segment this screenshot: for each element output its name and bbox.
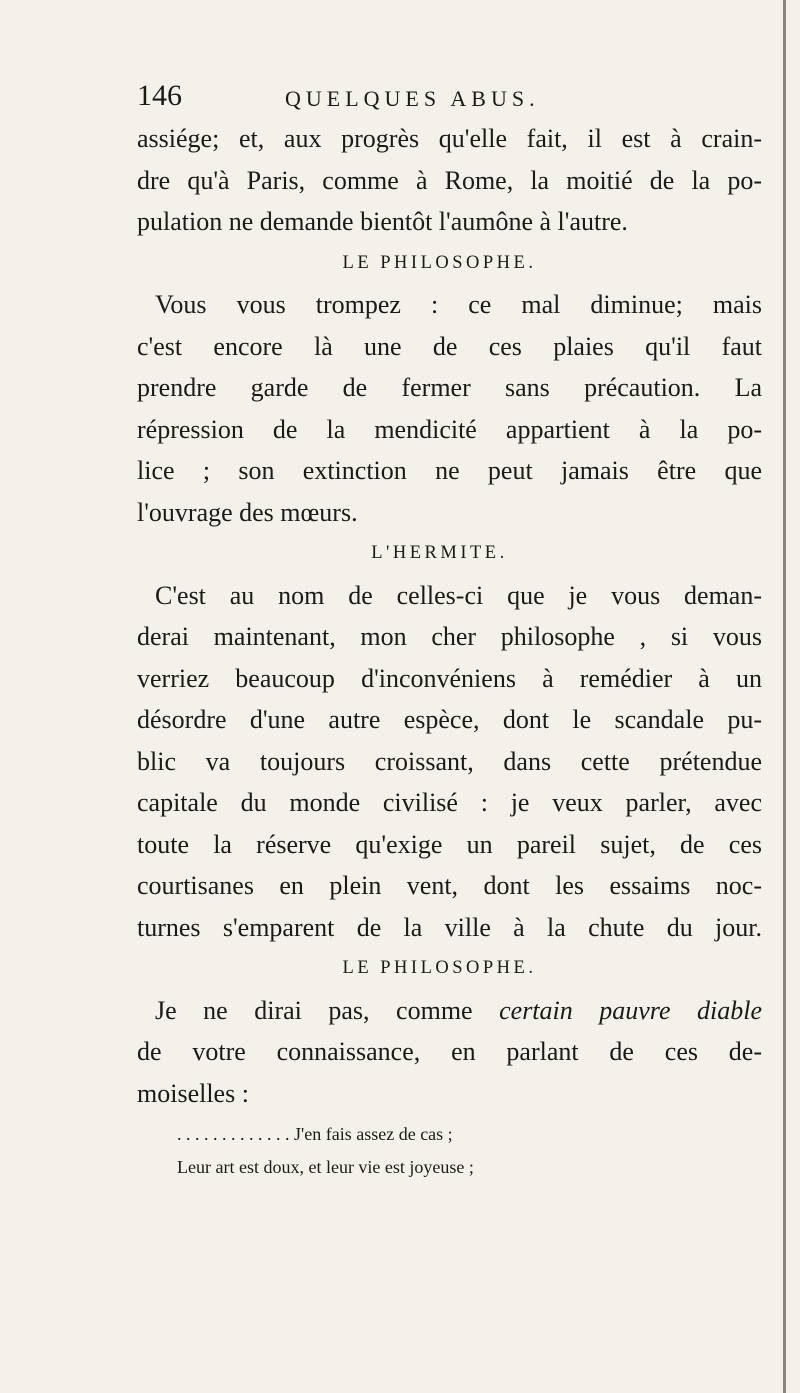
text-line: courtisanes en plein vent, dont les essaims noc- [137,871,762,900]
text-line: de votre connaissance, en parlant de ces de- [137,1037,762,1066]
speaker-heading: LE PHILOSOPHE. [342,252,537,273]
page-edge-line [783,0,786,1393]
text-line: turnes s'emparent de la ville à la chute du jour. [137,912,762,942]
text-line: Vous vous trompez : ce mal diminue; mais [155,290,762,319]
text-line: capitale du monde civilisé : je veux parler, avec [137,788,762,817]
text-line: assiége; et, aux progrès qu'elle fait, il est à crain- [137,124,762,153]
speaker-heading: L'HERMITE. [371,543,508,563]
text-line: toute la réserve qu'exige un pareil sujet, de ces [137,829,762,859]
text-line: prendre garde de fermer sans précaution. La [137,373,762,402]
text-line: C'est au nom de celles-ci que je vous deman- [155,580,762,610]
text-line: répression de la mendicité appartient à la po- [137,414,762,444]
page-header [137,78,757,118]
italic-phrase: certain pauvre diable [499,995,763,1025]
text-fragment: Je ne dirai pas, comme [155,995,473,1025]
text-line [137,990,762,1032]
text-line: c'est encore là une de ces plaies qu'il faut [137,331,762,361]
text-line: dre qu'à Paris, comme à Rome, la moitié de la po- [137,165,762,195]
page-number: 146 [137,79,182,112]
text-line: derai maintenant, mon cher philosophe , si vous [137,622,762,651]
verse-line: Leur art est doux, et leur vie est joyeuse ; [177,1157,474,1177]
text-line: verriez beaucoup d'inconvéniens à remédier à un [137,663,762,693]
verse-line: . . . . . . . . . . . . . J'en fais assez de cas ; [177,1124,453,1144]
text-line: pulation ne demande bientôt l'aumône à l'autre. [137,207,628,236]
text-line: blic va toujours croissant, dans cette prétendue [137,746,762,776]
text-line: lice ; son extinction ne peut jamais être que [137,456,762,485]
text-line: l'ouvrage des mœurs. [137,497,358,527]
text-line: moiselles : [137,1078,249,1108]
speaker-heading: LE PHILOSOPHE. [342,958,537,978]
body-text [137,118,762,1184]
text-line: désordre d'une autre espèce, dont le scandale pu- [137,705,762,734]
running-title: QUELQUES ABUS. [285,86,540,111]
